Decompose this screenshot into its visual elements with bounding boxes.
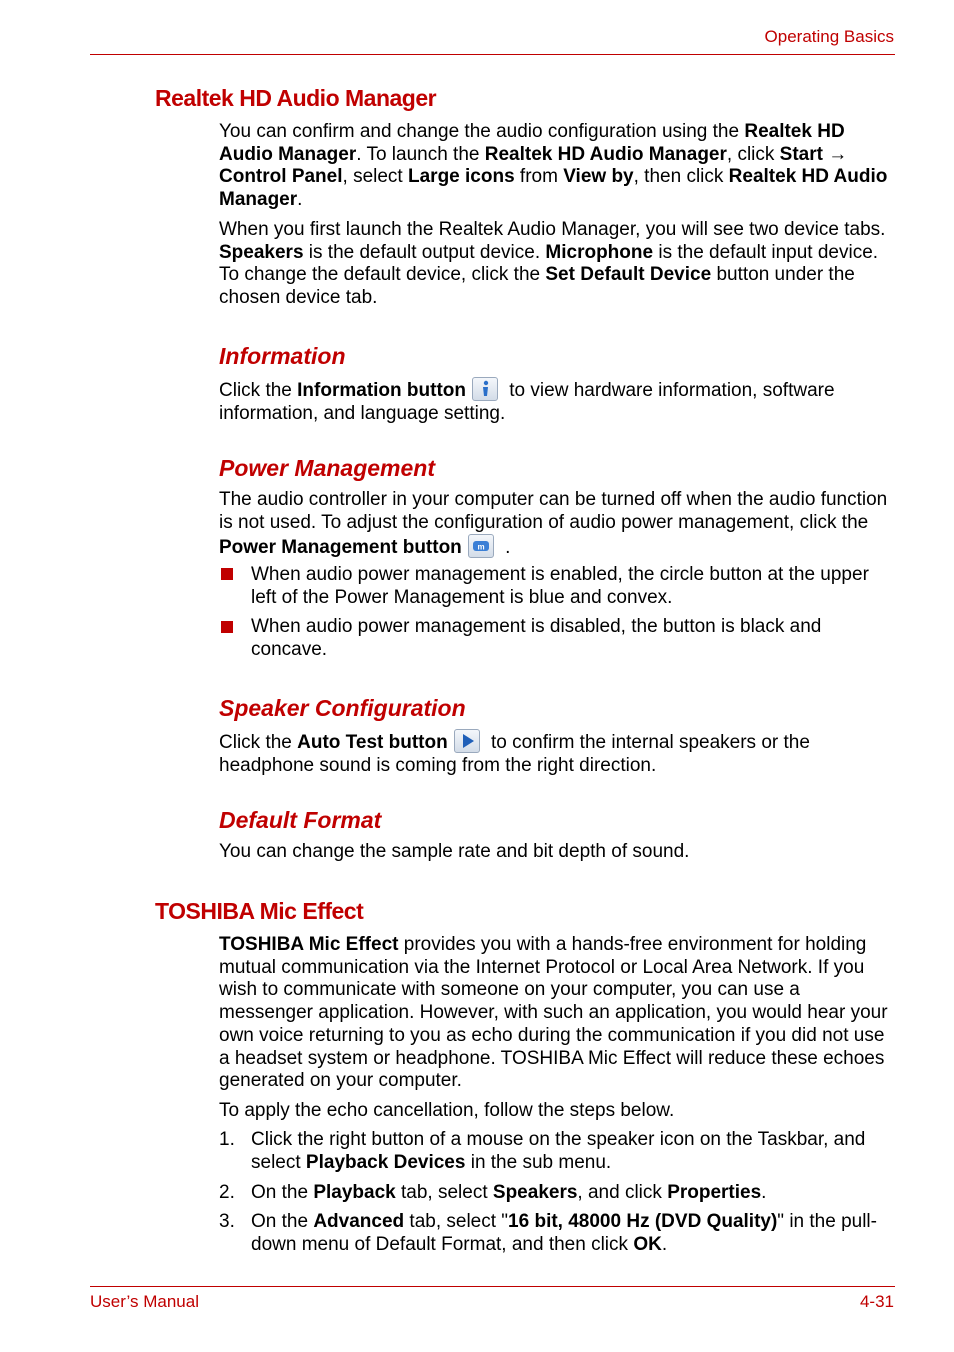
realtek-paragraph-2: When you first launch the Realtek Audio Manager, you will see two device tabs. Speakers is the default output device. Microphone is the default input device. To change the default device, click the Set Default Device button under the chosen device tab. [219, 219, 886, 309]
info-icon [472, 377, 498, 401]
subsection-heading-default-format: Default Format [219, 807, 382, 833]
step-number: 3. [219, 1211, 235, 1232]
mic-paragraph-1: TOSHIBA Mic Effect provides you with a hands-free environment for holding mutual communication via the Internet Protocol or Local Area Network. If you wish to communicate with someone on your computer, you can use a messenger application. However, with such an application, you would hear your own voice returning to you as echo during the communication if you did not use a headset system or headphone. TOSHIBA Mic Effect will reduce these echoes generated on your computer. [219, 934, 888, 1092]
speaker-paragraph: Click the Auto Test button to confirm the internal speakers or the headphone sound is coming from the right direction. [219, 729, 899, 777]
footer-manual-title: User’s Manual [90, 1292, 199, 1311]
footer-rule [90, 1286, 895, 1287]
section-heading-mic-effect: TOSHIBA Mic Effect [155, 898, 364, 924]
subsection-heading-speaker-configuration: Speaker Configuration [219, 695, 466, 721]
bullet-marker [221, 621, 233, 633]
section-heading-realtek: Realtek HD Audio Manager [155, 85, 437, 111]
format-paragraph: You can change the sample rate and bit depth of sound. [219, 841, 690, 862]
step-item: Click the right button of a mouse on the speaker icon on the Taskbar, and select Playback Devices in the sub menu. [251, 1129, 866, 1173]
subsection-heading-power-management: Power Management [219, 455, 435, 481]
bullet-marker [221, 568, 233, 580]
power-management-icon [468, 534, 494, 558]
header-rule [90, 54, 895, 55]
step-number: 2. [219, 1182, 235, 1203]
play-icon [454, 729, 480, 753]
step-item: On the Playback tab, select Speakers, and click Properties. [251, 1182, 767, 1203]
realtek-paragraph-1: You can confirm and change the audio configuration using the Realtek HD Audio Manager. To launch the Realtek HD Audio Manager, click Start → Control Panel, select Large icons from View by, then click Realtek HD Audio Manager. [219, 121, 888, 211]
list-item: When audio power management is enabled, the circle button at the upper left of the Power Management is blue and convex. [251, 564, 869, 608]
list-item: When audio power management is disabled, the button is black and concave. [251, 616, 822, 660]
page-number: 4-31 [859, 1292, 894, 1311]
running-header: Operating Basics [764, 27, 894, 46]
information-paragraph: Click the Information button to view hardware information, software information, and language setting. [219, 377, 899, 425]
power-paragraph: The audio controller in your computer can be turned off when the audio function is not used. To adjust the configuration of audio power management, click the Power Management button m . [219, 489, 888, 559]
svg-text:m: m [477, 542, 485, 552]
step-number: 1. [219, 1129, 235, 1150]
step-item: On the Advanced tab, select "16 bit, 48000 Hz (DVD Quality)" in the pull-down menu of Default Format, and then click OK. [251, 1211, 877, 1255]
subsection-heading-information: Information [219, 343, 346, 369]
mic-paragraph-2: To apply the echo cancellation, follow the steps below. [219, 1100, 675, 1121]
